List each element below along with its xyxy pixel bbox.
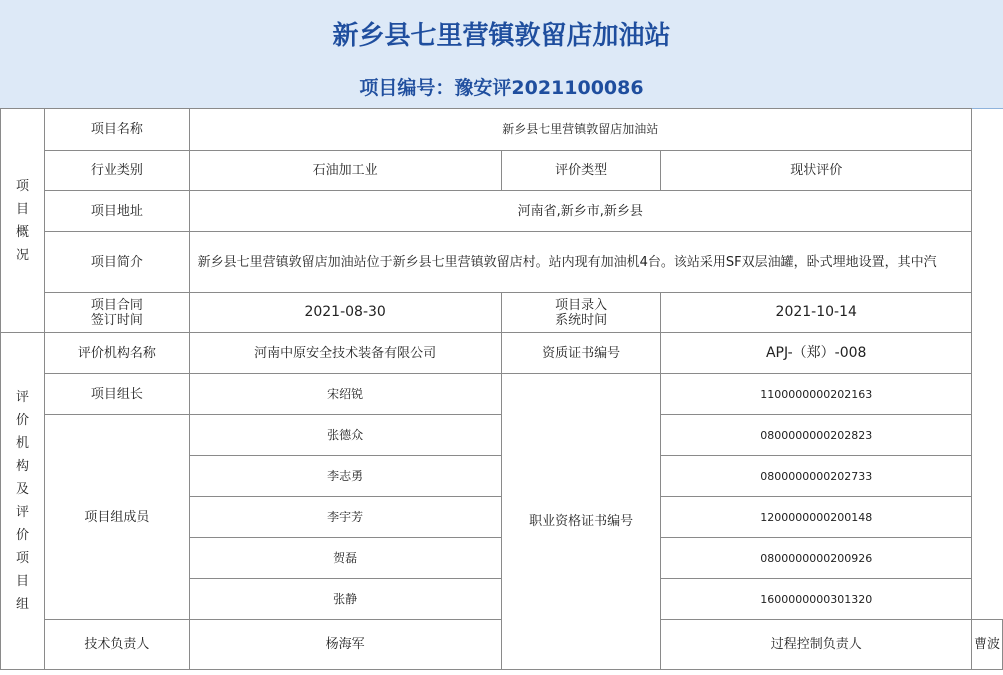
eval-type-label: 评价类型: [501, 151, 661, 191]
category-char: 项: [16, 551, 30, 566]
member-cert: 0800000000202733: [661, 456, 972, 497]
category-char: 组: [16, 597, 30, 612]
category-char: 目: [16, 201, 30, 217]
project-name-label: 项目名称: [45, 109, 190, 151]
summary-label: 项目简介: [45, 232, 190, 293]
contract-label-line: 项目合同: [90, 297, 143, 313]
category-char: 目: [16, 574, 30, 589]
org-name-value: 河南中原安全技术装备有限公司: [189, 333, 501, 374]
category-char: 概: [16, 224, 30, 240]
project-info-table: [0, 108, 1003, 670]
info-table-frame: [0, 108, 1003, 675]
member-cert: 1200000000200148: [661, 497, 972, 538]
address-label: 项目地址: [45, 191, 190, 232]
table-row: [1, 191, 1003, 232]
category-char: 评: [16, 390, 30, 405]
member-name: 李志勇: [189, 456, 501, 497]
table-row: [1, 232, 1003, 293]
category-char: 评: [16, 505, 30, 520]
project-number: 项目编号：豫安评2021100086: [359, 77, 644, 99]
member-cert: 0800000000202823: [661, 415, 972, 456]
table-row: [1, 293, 1003, 333]
table-row: [1, 374, 1003, 415]
entry-label-line: 项目录入: [555, 297, 608, 313]
category-char: 项: [16, 178, 30, 194]
leader-name: 宋绍锐: [189, 374, 501, 415]
process-lead-label: 过程控制负责人: [661, 620, 972, 670]
category-char: 及: [16, 482, 30, 497]
org-name-label: 评价机构名称: [45, 333, 190, 374]
qual-no-label: 资质证书编号: [501, 333, 661, 374]
industry-label: 行业类别: [45, 151, 190, 191]
table-row: [1, 151, 1003, 191]
member-name: 李宇芳: [189, 497, 501, 538]
tech-lead-label: 技术负责人: [45, 620, 190, 670]
entry-time-label: [501, 293, 661, 333]
member-cert: 1600000000301320: [661, 579, 972, 620]
contract-time-label: [45, 293, 190, 333]
leader-cert: 1100000000202163: [661, 374, 972, 415]
category-char: 价: [16, 528, 30, 543]
member-name: 张德众: [189, 415, 501, 456]
members-label: 项目组成员: [45, 415, 190, 620]
contract-label-line: 签订时间: [90, 312, 143, 328]
category-char: 况: [16, 247, 30, 263]
page-header: [0, 0, 1003, 109]
team-category-cell: [1, 333, 45, 670]
qual-no-value: APJ-（郑）-008: [661, 333, 972, 374]
category-char: 价: [16, 413, 30, 428]
tech-lead-name: 杨海军: [189, 620, 501, 670]
leader-label: 项目组长: [45, 374, 190, 415]
overview-category-cell: [1, 109, 45, 333]
entry-date: 2021-10-14: [661, 293, 972, 333]
category-char: 机: [16, 436, 30, 451]
table-row: [1, 109, 1003, 151]
category-char: 构: [16, 459, 30, 474]
eval-type-value: 现状评价: [661, 151, 972, 191]
industry-value: 石油加工业: [189, 151, 501, 191]
entry-label-line: 系统时间: [555, 312, 608, 328]
cert-no-label: 职业资格证书编号: [501, 374, 661, 670]
process-lead-name: 曹波: [971, 620, 1002, 670]
project-name-value: 新乡县七里营镇敦留店加油站: [189, 109, 971, 151]
summary-value: 新乡县七里营镇敦留店加油站位于新乡县七里营镇敦留店村。站内现有加油机4台。该站采用SF双层油罐，卧式埋地设置，其中汽: [189, 232, 971, 293]
member-name: 张静: [189, 579, 501, 620]
contract-date: 2021-08-30: [189, 293, 501, 333]
page-title: 新乡县七里营镇敦留店加油站: [332, 21, 671, 51]
address-value: 河南省,新乡市,新乡县: [189, 191, 971, 232]
member-cert: 0800000000200926: [661, 538, 972, 579]
table-row: [1, 333, 1003, 374]
member-name: 贺磊: [189, 538, 501, 579]
